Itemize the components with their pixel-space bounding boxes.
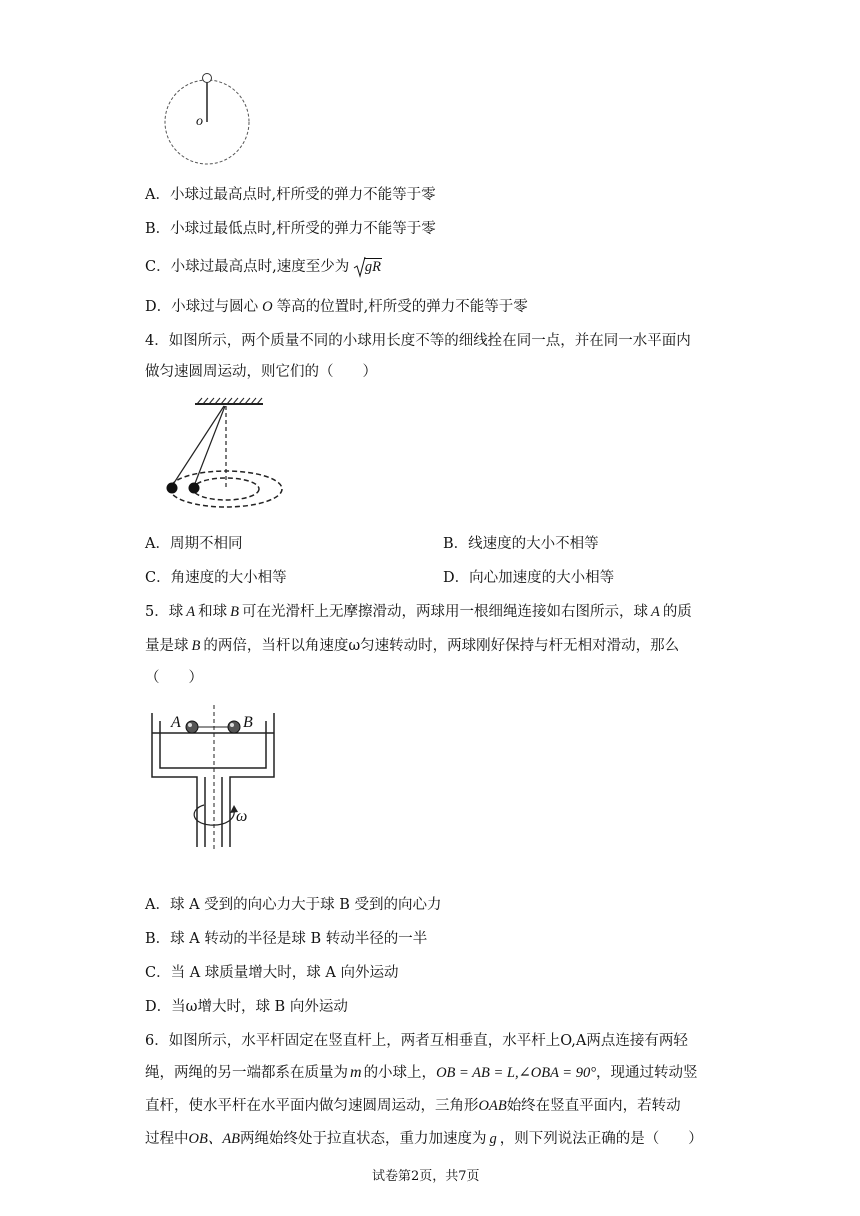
- q6-text: 两绳始终处于拉直状态，重力加速度为: [240, 1131, 487, 1147]
- q3-option-c-text: C．小球过最高点时,速度至少为: [145, 259, 350, 275]
- q4-stem-line2: 做匀速圆周运动，则它们的（ ）: [145, 364, 377, 380]
- q6-stem-line3: [145, 1096, 681, 1116]
- q5-text: 和球: [198, 604, 228, 620]
- page-footer: 试卷第2页，共7页: [372, 1169, 480, 1184]
- q4-option-d: D．向心加速度的大小相等: [443, 570, 615, 586]
- q5-rotating-frame-figure: [148, 705, 278, 855]
- q6-text: 的小球上，: [363, 1065, 437, 1081]
- q5-var-a: A: [650, 604, 660, 620]
- ball-a-highlight: [188, 723, 192, 727]
- q4-stem-line1: 4．如图所示，两个质量不同的小球用长度不等的细线拴在同一点，并在同一水平面内: [145, 333, 691, 349]
- q5-option-d: D．当ω增大时，球 B 向外运动: [145, 999, 348, 1015]
- q6-text: 过程中: [145, 1131, 189, 1147]
- q6-var-g: g: [489, 1131, 497, 1147]
- q3-circle-figure: [158, 68, 268, 178]
- ball-b: [228, 721, 240, 733]
- q5-label-a: A: [171, 714, 181, 731]
- q5-option-c: C．当 A 球质量增大时，球 A 向外运动: [145, 965, 399, 981]
- q5-text: 量是球: [145, 638, 189, 654]
- q5-stem-line2: [145, 636, 679, 656]
- ball-a: [186, 721, 198, 733]
- q5-var-b: B: [230, 604, 239, 620]
- sqrt-expression: [354, 257, 382, 277]
- q6-equation: OB = AB = L,∠OBA = 90°: [436, 1065, 597, 1081]
- sqrt-sign: [354, 256, 366, 278]
- q4-conical-pendulum-figure: [160, 398, 290, 518]
- q6-stem-line1: 6．如图所示，水平杆固定在竖直杆上，两者互相垂直，水平杆上O,A两点连接有两轻: [145, 1033, 688, 1049]
- q6-stem-line2: [145, 1063, 698, 1083]
- q6-var-m: m: [350, 1064, 362, 1081]
- q5-option-b: B．球 A 转动的半径是球 B 转动半径的一半: [145, 931, 428, 947]
- q3-center-label: o: [196, 114, 203, 129]
- sqrt-radicand: gR: [364, 259, 381, 275]
- q5-label-b: B: [243, 714, 253, 731]
- ball: [203, 74, 212, 83]
- q3-option-b: B．小球过最低点时,杆所受的弹力不能等于零: [145, 221, 436, 237]
- q5-option-a: A．球 A 受到的向心力大于球 B 受到的向心力: [145, 897, 442, 913]
- q4-option-c: C．角速度的大小相等: [145, 570, 287, 586]
- inner-orbit: [193, 478, 259, 500]
- q3-option-c: [145, 257, 382, 277]
- q3-option-d-suffix: 等高的位置时,杆所受的弹力不能等于零: [276, 299, 528, 315]
- q6-text: ，则下列说法正确的是（ ）: [499, 1131, 703, 1147]
- q6-stem-line4: [145, 1129, 703, 1149]
- ball-inner: [189, 483, 200, 494]
- ball-b-highlight: [230, 723, 234, 727]
- q3-option-d: [145, 297, 528, 317]
- q5-var-a: A: [186, 604, 196, 620]
- q5-label-omega: ω: [236, 808, 248, 825]
- q6-text: ，现通过转动竖: [596, 1065, 698, 1081]
- q5-stem-line1: [145, 602, 692, 622]
- q5-stem-line3: （ ）: [145, 670, 203, 686]
- q6-var-ob-ab: OB、AB: [188, 1131, 241, 1147]
- q6-var-oab: OAB: [478, 1098, 507, 1114]
- q5-text: 的质: [662, 604, 692, 620]
- q5-text: 可在光滑杆上无摩擦滑动，两球用一根细绳连接如右图所示，球: [241, 604, 648, 620]
- q3-option-a: A．小球过最高点时,杆所受的弹力不能等于零: [145, 187, 436, 203]
- q4-option-b: B．线速度的大小不相等: [443, 536, 599, 552]
- string-long: [172, 406, 224, 486]
- q5-text: 的两倍，当杆以角速度ω匀速转动时，两球刚好保持与杆无相对滑动，那么: [203, 638, 680, 654]
- rotation-arrow: [194, 805, 234, 825]
- q6-text: 绳，两绳的另一端都系在质量为: [145, 1065, 348, 1081]
- q3-option-d-var: O: [262, 299, 273, 315]
- q5-text: 5．球: [145, 604, 184, 620]
- ball-outer: [167, 483, 178, 494]
- q3-option-d-prefix: D．小球过与圆心: [145, 299, 259, 315]
- q6-text: 始终在竖直平面内，若转动: [506, 1098, 681, 1114]
- q4-option-a: A．周期不相同: [145, 536, 243, 552]
- q6-text: 直杆，使水平杆在水平面内做匀速圆周运动，三角形: [145, 1098, 479, 1114]
- q5-var-b: B: [191, 638, 201, 654]
